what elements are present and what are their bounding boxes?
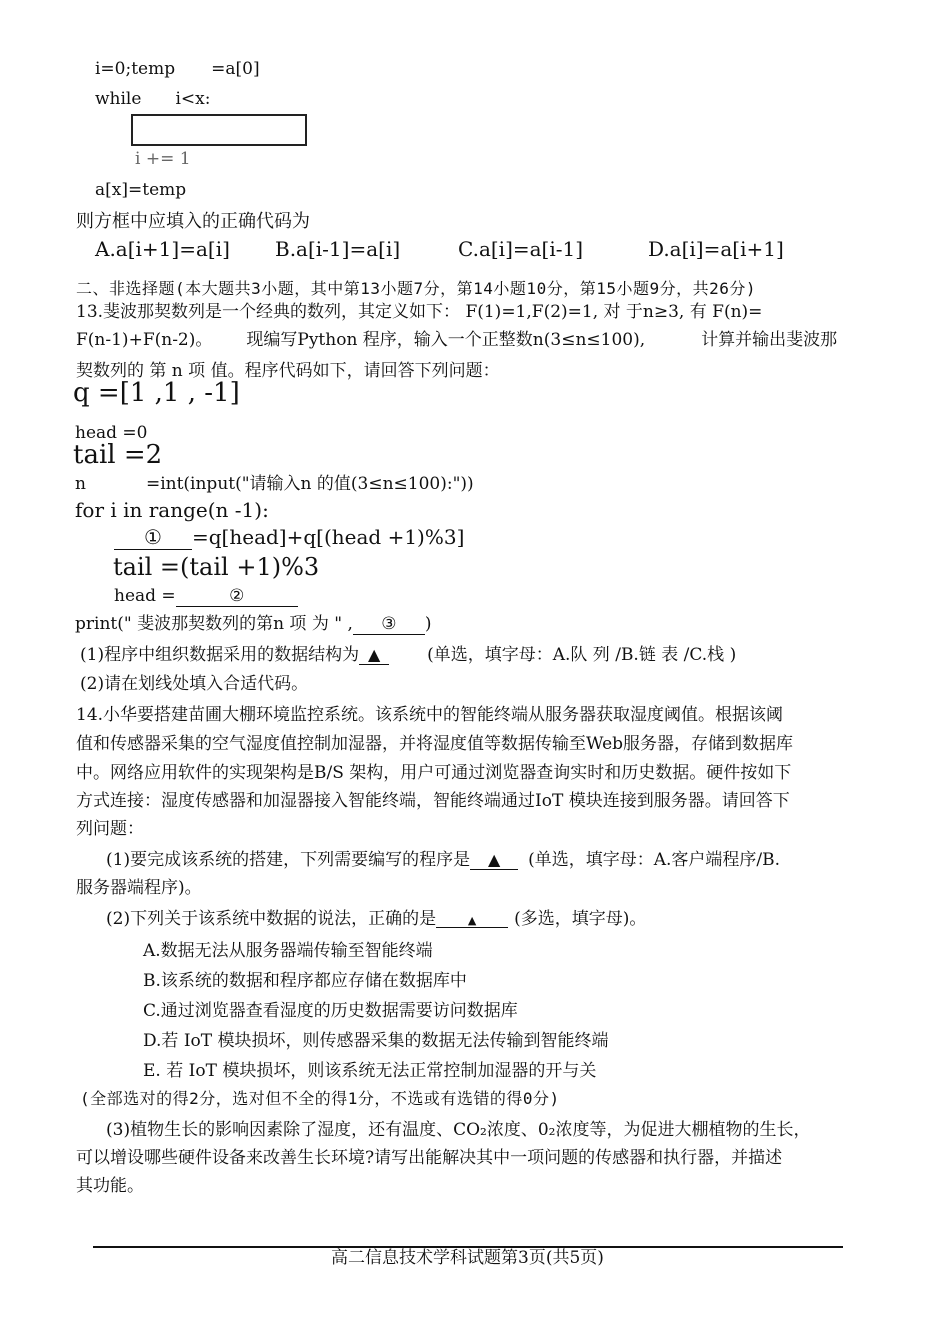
code-text: while xyxy=(95,89,142,109)
question-13-line xyxy=(76,330,837,350)
option-a: A.a[i+1]=a[i] xyxy=(95,237,230,261)
question-14-para-line: 中。网络应用软件的实现架构是B/S 架构，用户可通过浏览器查询实时和历史数据。硬件按如下 xyxy=(76,763,792,783)
code-for-line: for i in range(n -1): xyxy=(75,498,269,522)
question-text: (单选，填字母：A.客户端程序/B. xyxy=(528,850,781,870)
code-text: print(" 斐波那契数列的第n 项 为 " , xyxy=(75,614,353,634)
code-line-assign: a[x]=temp xyxy=(95,180,187,200)
blank-3[interactable]: ③ xyxy=(353,614,425,635)
question-14-sub1-cont: 服务器端程序)。 xyxy=(76,878,202,898)
code-text: n xyxy=(75,474,86,494)
page-footer: 高二信息技术学科试题第3页(共5页) xyxy=(331,1248,604,1268)
question-14-sub3-line: 可以增设哪些硬件设备来改善生长环境?请写出能解决其中一项问题的传感器和执行器，并描述 xyxy=(76,1148,783,1168)
question-14-para-line: 值和传感器采集的空气湿度值控制加湿器，并将湿度值等数据传输至Web服务器，存储到数据库 xyxy=(76,734,794,754)
option-b: B.该系统的数据和程序都应存储在数据库中 xyxy=(143,971,467,991)
question-text: (2)下列关于该系统中数据的说法，正确的是 xyxy=(106,909,437,929)
option-d: D.a[i]=a[i+1] xyxy=(648,237,784,261)
code-print-line xyxy=(75,614,432,635)
option-e: E. 若 IoT 模块损坏，则该系统无法正常控制加湿器的开与关 xyxy=(143,1061,597,1081)
question-14-para-line: 14.小华要搭建苗圃大棚环境监控系统。该系统中的智能终端从服务器获取湿度阈值。根据该阈 xyxy=(76,705,784,725)
answer-box xyxy=(131,114,307,146)
option-a: A.数据无法从服务器端传输至智能终端 xyxy=(143,941,433,961)
question-13-sub2: (2)请在划线处填入合适代码。 xyxy=(80,674,309,694)
code-n-line xyxy=(75,474,474,494)
code-text: head = xyxy=(114,586,176,606)
question-14-sub2 xyxy=(106,909,646,929)
question-text: (单选，填字母：A.队 列 /B.链 表 /C.栈 ) xyxy=(427,645,737,665)
question-14-sub3-line: 其功能。 xyxy=(76,1176,144,1196)
answer-blank[interactable]: ▲ xyxy=(436,914,508,928)
code-blank1-line xyxy=(114,525,464,550)
code-text: =q[head]+q[(head +1)%3] xyxy=(192,525,465,549)
question-12-prompt: 则方框中应填入的正确代码为 xyxy=(76,211,310,232)
code-tail-update: tail =(tail +1)%3 xyxy=(113,553,320,581)
question-13-line: 契数列的 第 n 项 值。程序代码如下，请回答下列问题： xyxy=(76,361,500,381)
blank-2[interactable]: ② xyxy=(176,586,298,607)
question-14-sub1 xyxy=(106,850,780,870)
option-d: D.若 IoT 模块损坏，则传感器采集的数据无法传输到智能终端 xyxy=(143,1031,609,1051)
code-line-while xyxy=(95,89,210,109)
answer-blank[interactable]: ▲ xyxy=(470,850,518,870)
question-14-para-line: 方式连接：湿度传感器和加湿器接入智能终端，智能终端通过IoT 模块连接到服务器。请回答下 xyxy=(76,791,790,811)
option-c: C.a[i]=a[i-1] xyxy=(458,237,584,261)
scoring-note: (全部选对的得2分，选对但不全的得1分，不选或有选错的得0分) xyxy=(80,1089,560,1108)
code-text: =int(input("请输入n 的值(3≤n≤100):")) xyxy=(145,474,474,494)
question-text: (1)要完成该系统的搭建，下列需要编写的程序是 xyxy=(106,850,471,870)
option-c: C.通过浏览器查看湿度的历史数据需要访问数据库 xyxy=(143,1001,518,1021)
answer-blank[interactable]: ▲ xyxy=(359,645,389,665)
question-text: 现编写Python 程序，输入一个正整数n(3≤n≤100), xyxy=(246,330,646,350)
question-14-para-line: 列问题： xyxy=(76,819,144,839)
code-text: =a[0] xyxy=(211,59,260,79)
code-head-update xyxy=(114,586,298,607)
option-b: B.a[i-1]=a[i] xyxy=(275,237,401,261)
code-q-line: q =[1 ,1 , -1] xyxy=(73,378,240,408)
question-text: F(n-1)+F(n-2)。 xyxy=(76,330,213,350)
blank-1[interactable]: ① xyxy=(114,525,192,550)
code-text: i<x: xyxy=(175,89,211,109)
section-header: 二、非选择题(本大题共3小题，其中第13小题7分，第14小题10分，第15小题9分，共26分) xyxy=(76,279,756,298)
question-text: (多选，填字母)。 xyxy=(514,909,647,929)
question-14-sub3-line: (3)植物生长的影响因素除了湿度，还有温度、CO₂浓度、0₂浓度等，为促进大棚植物的生长， xyxy=(106,1120,811,1140)
question-text: (1)程序中组织数据采用的数据结构为 xyxy=(80,645,360,665)
code-head-line: head =0 xyxy=(75,423,148,443)
code-tail-line: tail =2 xyxy=(73,440,163,470)
question-text: 计算并输出斐波那 xyxy=(701,330,838,350)
code-text: i=0;temp xyxy=(95,59,176,79)
code-line-increment: i += 1 xyxy=(135,149,191,169)
code-text: ) xyxy=(424,614,432,634)
code-line-init xyxy=(95,59,260,79)
question-13-sub1 xyxy=(80,645,736,665)
question-13-line: 13.斐波那契数列是一个经典的数列，其定义如下： F(1)=1,F(2)=1, 对 于n≥3, 有 F(n)= xyxy=(76,302,763,322)
